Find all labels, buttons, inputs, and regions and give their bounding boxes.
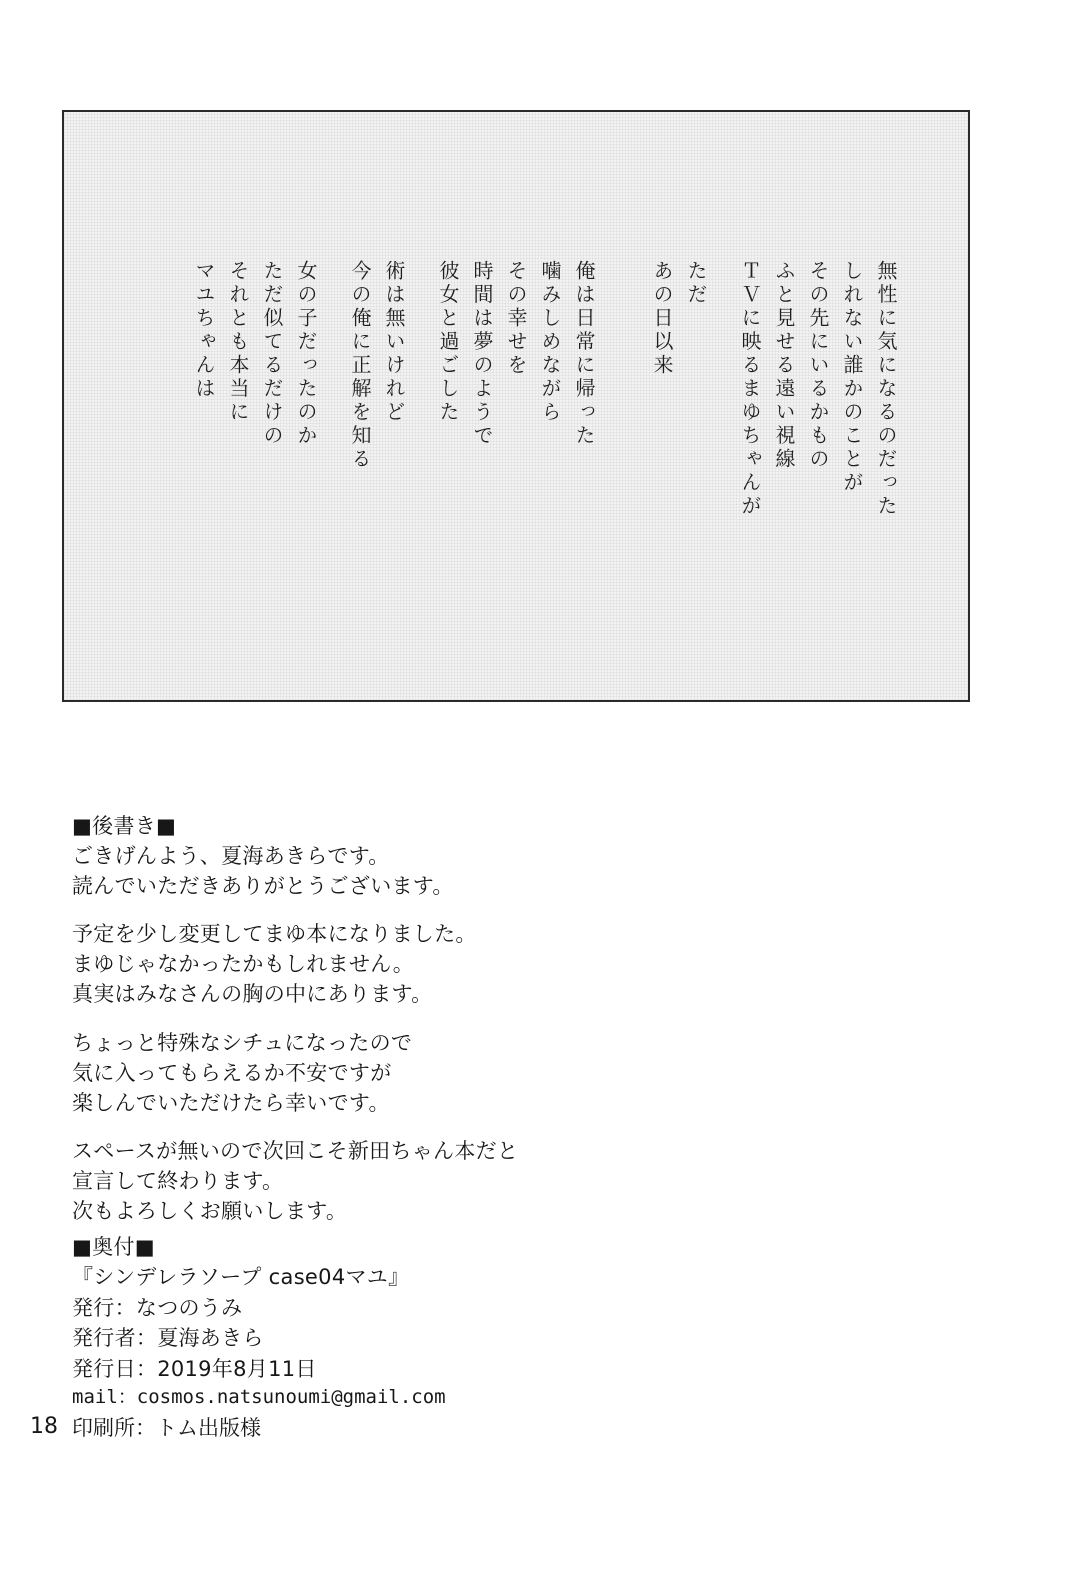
vertical-text-line: しれない誰かのことが bbox=[840, 260, 864, 495]
afterword-text: ごきげんよう、夏海あきらです。 bbox=[72, 843, 390, 868]
vertical-text-line: それとも本当に bbox=[226, 260, 250, 425]
colophon-title: 『シンデレラソープ case04マユ』 bbox=[72, 1265, 410, 1290]
afterword-text: 宣言して終わります。 bbox=[72, 1169, 284, 1194]
afterword-text: ちょっと特殊なシチュになったので bbox=[72, 1030, 413, 1055]
colophon-heading: ■奥付■ bbox=[72, 1235, 155, 1259]
page-number: 18 bbox=[30, 1414, 58, 1439]
colophon-author: 発行者：夏海あきら bbox=[72, 1326, 264, 1351]
vertical-text-line: 俺は日常に帰った bbox=[572, 260, 596, 448]
vertical-text-line: 今の俺に正解を知る bbox=[348, 260, 372, 472]
afterword-text: 次もよろしくお願いします。 bbox=[72, 1198, 348, 1223]
vertical-text-line: ただ似てるだけの bbox=[260, 260, 284, 448]
paragraph-spacer bbox=[72, 901, 952, 920]
vertical-text-column-group bbox=[180, 260, 896, 519]
vertical-text-line: ふと見せる遠い視線 bbox=[772, 260, 796, 472]
colophon-date: 発行日：2019年8月11日 bbox=[72, 1356, 317, 1381]
vertical-text-line: その幸せを bbox=[504, 260, 528, 378]
vertical-text-panel bbox=[62, 110, 970, 702]
vertical-text-line: ただ bbox=[684, 260, 708, 307]
vertical-text-line: 無性に気になるのだった bbox=[874, 260, 898, 519]
afterword-section bbox=[72, 812, 952, 1227]
vertical-text-line: 噛みしめながら bbox=[538, 260, 562, 425]
afterword-text: 読んでいただきありがとうございます。 bbox=[72, 873, 454, 898]
vertical-text-line: 時間は夢のようで bbox=[470, 260, 494, 448]
vertical-text-line: あの日以来 bbox=[650, 260, 674, 378]
afterword-text: スペースが無いので次回こそ新田ちゃん本だと bbox=[72, 1139, 519, 1164]
afterword-text: 気に入ってもらえるか不安ですが bbox=[72, 1060, 392, 1085]
paragraph-spacer bbox=[72, 1010, 952, 1029]
colophon-publisher: 発行：なつのうみ bbox=[72, 1295, 243, 1320]
colophon-section bbox=[72, 1232, 952, 1412]
afterword-heading: ■後書き■ bbox=[72, 814, 177, 838]
afterword-text: 予定を少し変更してまゆ本になりました。 bbox=[72, 922, 477, 947]
vertical-text-line: 術は無いけれど bbox=[382, 260, 406, 425]
colophon-mail: mail：cosmos.natsunoumi@gmail.com bbox=[72, 1386, 446, 1409]
vertical-text-line: 彼女と過ごした bbox=[436, 260, 460, 425]
vertical-text-line: ＴＶに映るまゆちゃんが bbox=[738, 260, 762, 519]
vertical-text-line: その先にいるかもの bbox=[806, 260, 830, 472]
afterword-text: 楽しんでいただけたら幸いです。 bbox=[72, 1090, 390, 1115]
afterword-text: 真実はみなさんの胸の中にあります。 bbox=[72, 982, 433, 1007]
afterword-text: まゆじゃなかったかもしれません。 bbox=[72, 952, 415, 977]
paragraph-spacer bbox=[72, 1118, 952, 1137]
vertical-text-line: 女の子だったのか bbox=[294, 260, 318, 448]
vertical-text-line: マユちゃんは bbox=[192, 260, 216, 401]
colophon-printer: 印刷所：トム出版様 bbox=[72, 1416, 261, 1440]
